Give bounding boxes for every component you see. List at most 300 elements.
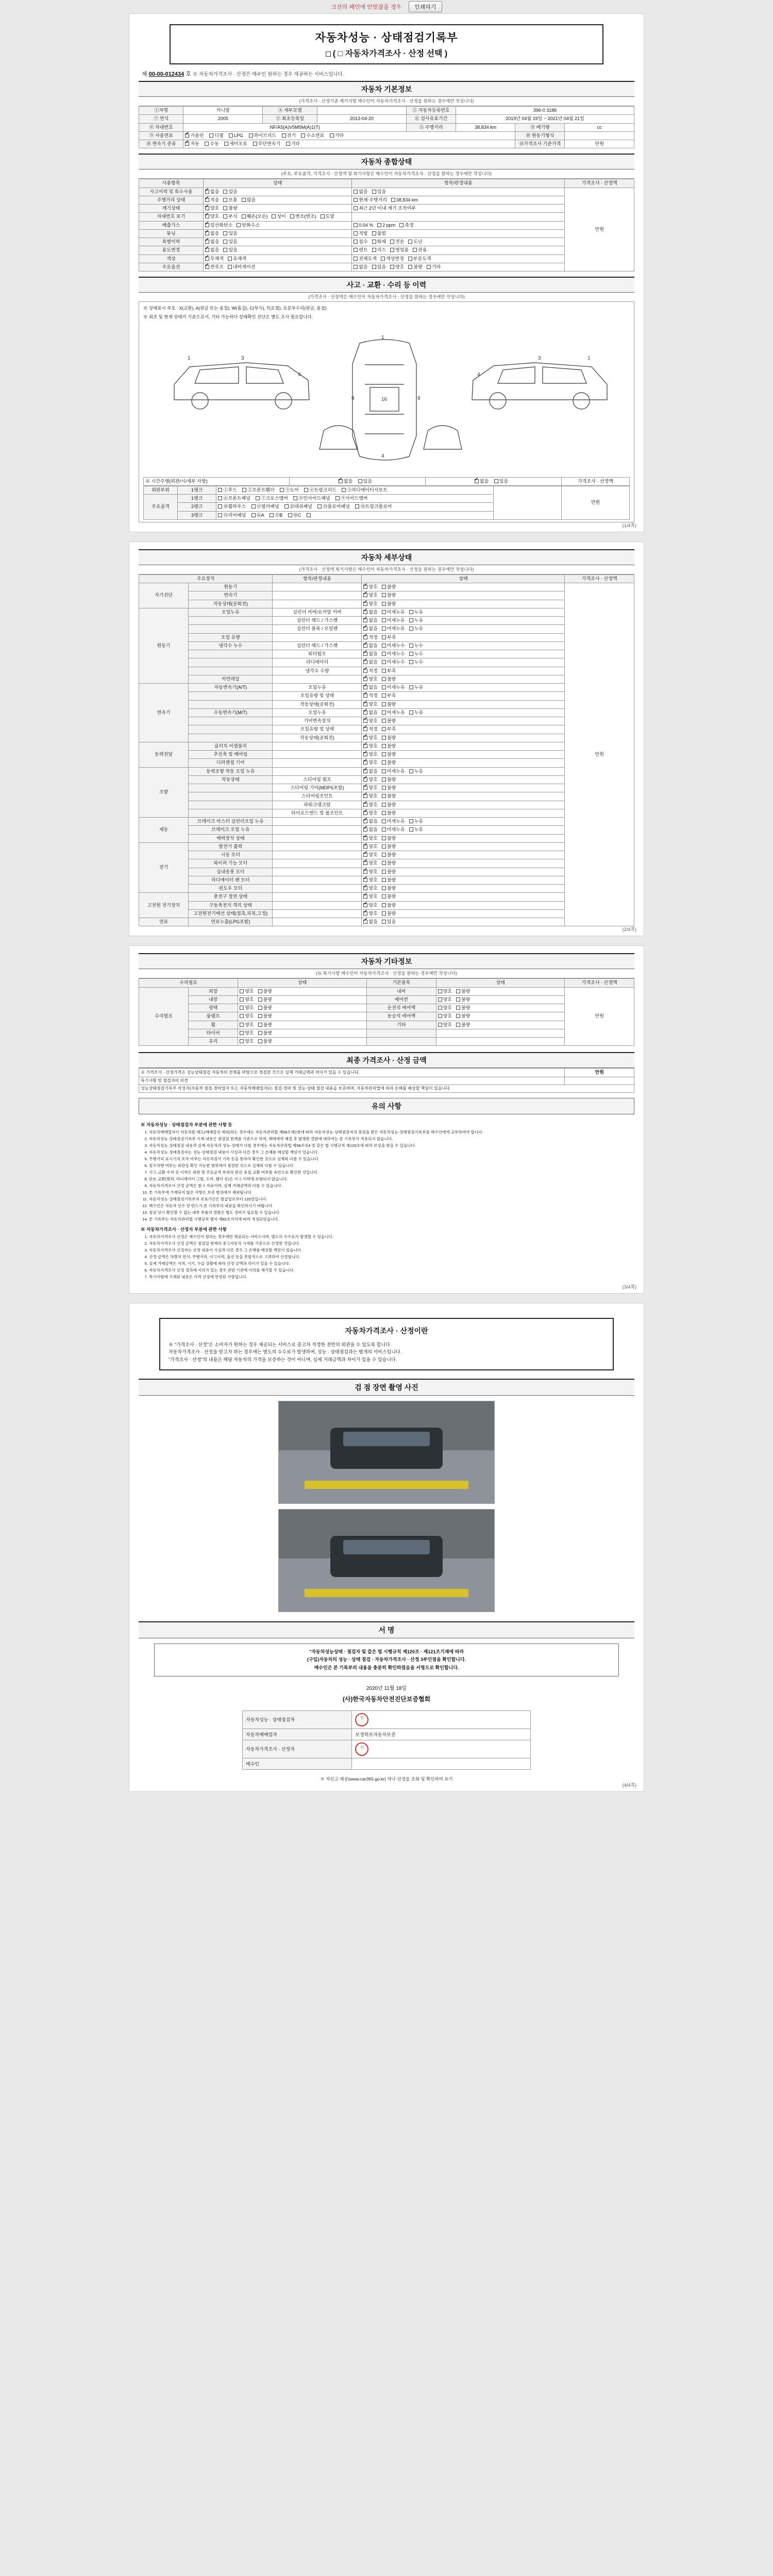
frame-part-7[interactable]: ⑬플로어패널	[317, 504, 349, 510]
detail-row	[139, 893, 634, 901]
overall-4-detail-opt-0[interactable]: 0.04 %	[354, 223, 373, 228]
overall-3-state-opt-4[interactable]: 변조(변조)	[290, 214, 316, 219]
signature-row-value[interactable]	[352, 1740, 531, 1758]
detail-6-2-opt-1[interactable]: 불량	[382, 860, 396, 866]
frame-part-3[interactable]: ⑨사이드멤버	[335, 496, 367, 501]
overall-9-state-opt-1[interactable]: 내비게이션	[228, 264, 255, 270]
overall-1-detail-opt-0[interactable]: 현재 주행거리	[354, 197, 387, 203]
detail-row	[139, 658, 634, 667]
etc-col-2: 기본품목	[367, 979, 436, 987]
detail-row	[139, 684, 634, 692]
detail-1-8-opt-1[interactable]: 불량	[382, 676, 396, 682]
overall-row	[139, 221, 634, 229]
detail-5-1-opt-1[interactable]: 미세누유	[382, 827, 405, 833]
etc-r-0-opt-1[interactable]: 불량	[456, 989, 470, 994]
accident-opt-exists[interactable]: 있음	[358, 479, 372, 484]
detail-4-1-opt-0[interactable]: ✔ 양호	[363, 777, 377, 783]
detail-6-4-opt-1[interactable]: 불량	[382, 877, 396, 883]
detail-2-0-opt-1[interactable]: 미세누유	[382, 685, 405, 690]
detail-8-0-opt-1[interactable]: 있음	[382, 919, 396, 925]
overall-6-detail-opt-3[interactable]: 도난	[408, 239, 422, 245]
detail-1-1-opt-0[interactable]: ✔ 없음	[363, 618, 377, 623]
detail-state-options	[362, 834, 565, 842]
etc-l-0-opt-0[interactable]: 양호	[240, 989, 254, 994]
detail-6-0-opt-0[interactable]: ✔ 양호	[363, 844, 377, 850]
detail-6-1-opt-1[interactable]: 불량	[382, 852, 396, 858]
overall-row-state	[203, 196, 351, 204]
detail-1-4-opt-0[interactable]: ✔ 없음	[363, 643, 377, 649]
detail-2-1-opt-1[interactable]: 부족	[382, 693, 396, 699]
overall-3-state-opt-0[interactable]: ✔ 양호	[205, 214, 219, 219]
detail-1-1-opt-1[interactable]: 미세누유	[382, 618, 405, 623]
ext-parts-list	[216, 486, 494, 494]
overall-row-detail	[352, 263, 565, 271]
frame-part-9[interactable]: ⑮리어패널	[218, 513, 246, 518]
overall-0-detail-opt-1[interactable]: 있음	[372, 189, 386, 195]
etc-right-options	[436, 987, 565, 995]
label-inspection: ⑥ 검사유효기간	[406, 115, 456, 123]
detail-7-1-opt-1[interactable]: 불량	[382, 903, 396, 908]
detail-2-2-opt-1[interactable]: 불량	[382, 702, 396, 707]
overall-4-detail-opt-1[interactable]: 2 ppm	[377, 223, 395, 228]
detail-subitem-label: 오일누유	[273, 708, 362, 717]
overall-9-state-opt-0[interactable]: ✔ 썬루프	[205, 264, 224, 270]
etc-r-3-opt-0[interactable]: 양호	[438, 1013, 452, 1019]
detail-4-3-opt-0[interactable]: ✔ 양호	[363, 793, 377, 799]
etc-l-0-opt-1[interactable]: 불량	[258, 989, 272, 994]
detail-4-4-opt-1[interactable]: 불량	[382, 802, 396, 808]
etc-l-2-opt-0[interactable]: 양호	[240, 1005, 254, 1011]
detail-2-1-opt-0[interactable]: ✔ 적정	[363, 693, 377, 699]
fuel-option-4[interactable]: 전기	[282, 133, 296, 139]
detail-subitem-label	[273, 826, 362, 834]
detail-1-5-opt-2[interactable]: 누수	[409, 651, 423, 657]
title-checkbox[interactable]	[326, 52, 331, 57]
detail-row	[139, 759, 634, 767]
price-info-head: 자동차가격조사 · 산정이란	[345, 1327, 428, 1335]
etc-l-5-opt-0[interactable]: 양호	[240, 1030, 254, 1036]
detail-state-options	[362, 617, 565, 625]
overall-7-detail-opt-3[interactable]: 관용	[413, 247, 427, 253]
detail-row	[139, 885, 634, 893]
final-price-note: ※ 가격조사 · 산정가격은 성능상태점검 자동차의 전체를 바탕으로 정검한 것으로 실제 거래금액과 차이가 있을 수 있습니다.	[139, 1069, 565, 1077]
detail-1-6-opt-1[interactable]: 미세누수	[382, 659, 405, 665]
overall-9-detail-opt-4[interactable]: 기타	[427, 264, 441, 270]
detail-6-3-opt-0[interactable]: ✔ 양호	[363, 869, 377, 875]
detail-4-0-opt-2[interactable]: 누유	[409, 769, 423, 774]
detail-7-2-opt-1[interactable]: 불량	[382, 911, 396, 917]
detail-subitem-label	[273, 742, 362, 750]
overall-9-detail-opt-1[interactable]: 있음	[372, 264, 386, 270]
overall-4-state-opt-0[interactable]: ✔ 일산화탄소	[205, 223, 232, 228]
detail-state-options	[362, 868, 565, 876]
uyu-item: 13. 점검 당시 확인할 수 없는 내부 부품의 결함은 별도 정비가 필요할 수 있습니다.	[149, 1210, 632, 1215]
detail-row	[139, 918, 634, 926]
detail-5-0-opt-1[interactable]: 미세누유	[382, 819, 405, 824]
detail-2-3-opt-0[interactable]: ✔ 없음	[363, 710, 377, 716]
overall-col-1: 상태	[203, 179, 351, 188]
detail-row	[139, 633, 634, 641]
overall-6-state-opt-0[interactable]: ✔ 없음	[205, 239, 219, 245]
overall-row-detail	[352, 213, 565, 221]
overall-5-state-opt-1[interactable]: 있음	[223, 231, 237, 236]
overall-9-detail-opt-3[interactable]: 불량	[408, 264, 422, 270]
detail-col-2: 상태	[362, 574, 565, 583]
detail-item-label: 배력장치 상태	[189, 834, 273, 842]
etc-l-4-opt-0[interactable]: 양호	[240, 1022, 254, 1028]
detail-1-3-opt-1[interactable]: 부족	[382, 635, 396, 640]
etc-r-4-opt-1[interactable]: 불량	[456, 1022, 470, 1028]
ext-part-3[interactable]: ④트렁크리드	[304, 487, 336, 493]
transmission-option-0[interactable]: ✔ 자동	[185, 141, 199, 147]
etc-right-label: 운전석 에어백	[367, 1004, 436, 1012]
etc-l-1-opt-0[interactable]: 양호	[240, 997, 254, 1003]
etc-r-3-opt-1[interactable]: 불량	[456, 1013, 470, 1019]
overall-1-state-opt-2[interactable]: 많음	[242, 197, 256, 203]
overall-9-detail-opt-2[interactable]: 양호	[390, 264, 404, 270]
frame-rank3: 3랭크	[178, 511, 216, 519]
detail-1-7-opt-0[interactable]: ✔ 적정	[363, 668, 377, 674]
detail-col-1: 항목/판정내용	[273, 574, 362, 583]
transmission-option-1[interactable]: 수동	[205, 141, 219, 147]
uyu-item: 9. 자동차가격조사·산정 금액은 참고 자료이며, 실제 거래금액과 다를 수 있습니다.	[149, 1183, 632, 1189]
overall-5-detail-opt-0[interactable]: 적법	[354, 231, 367, 236]
detail-row	[139, 818, 634, 826]
detail-item-label: 라디에이터 팬 모터	[189, 876, 273, 884]
detail-state-options	[362, 692, 565, 700]
detail-3-2-opt-1[interactable]: 불량	[382, 760, 396, 766]
detail-6-4-opt-0[interactable]: ✔ 양호	[363, 877, 377, 883]
signature-warn-1: (구입)자동차의 성능 · 상태 점검 · 자동차가격조사 · 산정 3부인점을 확인합니다.	[307, 1657, 466, 1663]
detail-4-3-opt-1[interactable]: 불량	[382, 793, 396, 799]
label-plate: ② 자동차등록번호	[406, 107, 456, 115]
overall-6-state-opt-1[interactable]: 있음	[223, 239, 237, 245]
detail-0-0-opt-1[interactable]: 불량	[382, 584, 396, 590]
overall-3-state-opt-3[interactable]: 상이	[272, 214, 285, 219]
detail-2-4-opt-1[interactable]: 불량	[382, 718, 396, 724]
etc-l-2-opt-1[interactable]: 불량	[258, 1005, 272, 1011]
detail-7-0-opt-1[interactable]: 불량	[382, 894, 396, 900]
detail-6-5-opt-1[interactable]: 불량	[382, 886, 396, 891]
detail-4-5-opt-1[interactable]: 불량	[382, 810, 396, 816]
overall-1-detail-opt-1[interactable]: 38,834 km	[391, 197, 418, 203]
detail-0-1-opt-1[interactable]: 불량	[382, 592, 396, 598]
doc-no-suffix: 호	[186, 71, 191, 77]
detail-4-5-opt-0[interactable]: ✔ 양호	[363, 810, 377, 816]
frame-part-13[interactable]	[307, 513, 312, 518]
accident-bottom-label: ※ 시간주행(외관/시/세부 사항)	[144, 477, 290, 485]
overall-row-label: 주요옵션	[139, 263, 204, 271]
etc-l-6-opt-1[interactable]: 불량	[258, 1039, 272, 1044]
detail-5-1-opt-0[interactable]: ✔ 없음	[363, 827, 377, 833]
detail-1-2-opt-0[interactable]: ✔ 없음	[363, 626, 377, 632]
etc-r-1-opt-1[interactable]: 불량	[456, 997, 470, 1003]
signature-row-value[interactable]	[352, 1710, 531, 1728]
detail-row	[139, 625, 634, 633]
ext-part-2[interactable]: ③도어	[280, 487, 298, 493]
detail-state-options	[362, 591, 565, 600]
detail-8-0-opt-0[interactable]: ✔ 없음	[363, 919, 377, 925]
detail-1-2-opt-1[interactable]: 미세누유	[382, 626, 405, 632]
detail-6-3-opt-1[interactable]: 불량	[382, 869, 396, 875]
detail-row	[139, 784, 634, 792]
overall-7-detail-opt-2[interactable]: 영업용	[390, 247, 409, 253]
detail-2-2-opt-0[interactable]: ✔ 양호	[363, 702, 377, 707]
overall-7-state-opt-0[interactable]: ✔ 없음	[205, 247, 219, 253]
detail-4-2-opt-1[interactable]: 불량	[382, 785, 396, 791]
etc-r-0-opt-0[interactable]: 양호	[438, 989, 452, 994]
fuel-option-3[interactable]: 하이브리드	[249, 133, 276, 139]
overall-5-detail-opt-1[interactable]: 불법	[372, 231, 386, 236]
detail-state-options	[362, 909, 565, 918]
detail-0-1-opt-0[interactable]: ✔ 양호	[363, 592, 377, 598]
overall-8-state-opt-1[interactable]: 유채색	[228, 256, 246, 262]
etc-l-6-opt-0[interactable]: 양호	[240, 1039, 254, 1044]
signature-row-value[interactable]	[352, 1758, 531, 1769]
detail-6-1-opt-0[interactable]: ✔ 양호	[363, 852, 377, 858]
detail-4-0-opt-0[interactable]: ✔ 없음	[363, 769, 377, 774]
uyu-item: 11. 자동차성능·상태점검기록부의 유효기간은 발급일로부터 120일입니다.	[149, 1196, 632, 1202]
detail-3-1-opt-0[interactable]: ✔ 양호	[363, 752, 377, 757]
overall-4-detail-opt-2[interactable]: 측정	[399, 223, 413, 228]
overall-6-detail-opt-2[interactable]: 전손	[390, 239, 404, 245]
overall-2-state-opt-1[interactable]: 불량	[223, 206, 237, 211]
overall-3-state-opt-5[interactable]: 도말	[321, 214, 334, 219]
detail-2-3-opt-1[interactable]: 미세누유	[382, 710, 405, 716]
overall-8-detail-opt-0[interactable]: 전체도색	[354, 256, 377, 262]
detail-2-6-opt-1[interactable]: 불량	[382, 735, 396, 741]
etc-l-3-opt-0[interactable]: 양호	[240, 1013, 254, 1019]
value-inspection: 2019년 04월 19일 ~ 2021년 04월 21일	[456, 115, 634, 123]
overall-0-state-opt-1[interactable]: 있음	[223, 189, 237, 195]
overall-row-label: 용도변경	[139, 246, 204, 255]
detail-6-5-opt-0[interactable]: ✔ 양호	[363, 886, 377, 891]
overall-2-state-opt-0[interactable]: ✔ 양호	[205, 206, 219, 211]
detail-2-4-opt-0[interactable]: ✔ 양호	[363, 718, 377, 724]
signature-row-value[interactable]: 보정하보자동차보증	[352, 1728, 531, 1740]
overall-row-state	[203, 263, 351, 271]
etc-l-1-opt-1[interactable]: 불량	[258, 997, 272, 1003]
transmission-option-2[interactable]: 세미오토	[224, 141, 247, 147]
detail-0-2-opt-0[interactable]: ✔ 양호	[363, 601, 377, 607]
detail-3-0-opt-0[interactable]: ✔ 양호	[363, 743, 377, 749]
etc-l-3-opt-1[interactable]: 불량	[258, 1013, 272, 1019]
detail-5-0-opt-2[interactable]: 누유	[409, 819, 423, 824]
overall-col-0: 사용항목	[139, 179, 204, 188]
detail-7-1-opt-0[interactable]: ✔ 양호	[363, 903, 377, 908]
detail-1-2-opt-2[interactable]: 누유	[409, 626, 423, 632]
detail-row	[139, 667, 634, 675]
page-4	[129, 1303, 644, 1791]
fuel-option-6[interactable]: 기타	[330, 133, 344, 139]
detail-state-options	[362, 767, 565, 775]
detail-state-options	[362, 751, 565, 759]
detail-1-5-opt-1[interactable]: 미세누수	[382, 651, 405, 657]
etc-left-label: 휠	[189, 1021, 238, 1029]
section-basic-sub: (가격조사 · 산정기준 제기사항 매수인이 자동차가격조사 · 산정을 원하는 경우에만 작성니다)	[139, 97, 634, 106]
overall-0-state-opt-0[interactable]: ✔ 없음	[205, 189, 219, 195]
detail-state-options	[362, 759, 565, 767]
etc-row	[139, 1004, 634, 1012]
detail-1-6-opt-0[interactable]: ✔ 없음	[363, 659, 377, 665]
overall-1-state-opt-1[interactable]: 보통	[223, 197, 237, 203]
detail-7-0-opt-0[interactable]: ✔ 양호	[363, 894, 377, 900]
detail-3-1-opt-1[interactable]: 불량	[382, 752, 396, 757]
overall-9-detail-opt-0[interactable]: 없음	[354, 264, 367, 270]
detail-7-2-opt-0[interactable]: ✔ 양호	[363, 911, 377, 917]
detail-0-2-opt-1[interactable]: 불량	[382, 601, 396, 607]
etc-right-options	[436, 1004, 565, 1012]
svg-text:4: 4	[381, 453, 384, 459]
fuel-option-0[interactable]: ✔ 가솔린	[185, 133, 204, 139]
detail-2-0-opt-0[interactable]: ✔ 없음	[363, 685, 377, 690]
fuel-option-5[interactable]: 수소연료	[301, 133, 324, 139]
detail-state-options	[362, 859, 565, 868]
transmission-option-4[interactable]: 기타	[286, 141, 300, 147]
detail-4-2-opt-0[interactable]: ✔ 양호	[363, 785, 377, 791]
detail-3-0-opt-1[interactable]: 불량	[382, 743, 396, 749]
detail-1-5-opt-0[interactable]: ✔ 없음	[363, 651, 377, 657]
detail-1-4-opt-1[interactable]: 미세누수	[382, 643, 405, 649]
detail-item-label	[189, 625, 273, 633]
detail-2-0-opt-2[interactable]: 누유	[409, 685, 423, 690]
detail-1-4-opt-2[interactable]: 누수	[409, 643, 423, 649]
detail-group-label: 동력전달	[139, 742, 189, 767]
detail-1-6-opt-2[interactable]: 누수	[409, 659, 423, 665]
ext-part-1[interactable]: ②프론트휀더	[242, 487, 274, 493]
overall-6-detail-opt-1[interactable]: 화재	[372, 239, 386, 245]
accident-opt2-exists[interactable]: 있음	[494, 479, 508, 484]
etc-right-label	[367, 1038, 436, 1046]
car-diagram	[143, 323, 630, 477]
detail-4-1-opt-1[interactable]: 불량	[382, 777, 396, 783]
overall-6-detail-opt-0[interactable]: 침수	[354, 239, 367, 245]
accident-bottom-opts-right	[425, 477, 561, 485]
overall-8-state-opt-0[interactable]: ✔ 무채색	[205, 256, 224, 262]
etc-col-3: 상태	[436, 979, 565, 987]
page-2-number: (2/4쪽)	[622, 927, 636, 933]
svg-text:3: 3	[538, 355, 541, 361]
detail-5-0-opt-0[interactable]: ✔ 없음	[363, 819, 377, 824]
detail-state-options	[362, 717, 565, 725]
overall-4-state-opt-1[interactable]: 탄화수소	[237, 223, 260, 228]
etc-l-5-opt-1[interactable]: 불량	[258, 1030, 272, 1036]
detail-item-label	[189, 650, 273, 658]
detail-subitem-label	[273, 842, 362, 851]
accident-opt2-none[interactable]: ✔ 없음	[475, 479, 489, 484]
detail-3-2-opt-0[interactable]: ✔ 양호	[363, 760, 377, 766]
frame-part-6[interactable]: ⑫대쉬패널	[284, 504, 312, 510]
overall-8-detail-opt-2[interactable]: 부분도색	[408, 256, 431, 262]
frame-part-8[interactable]: ⑭트렁크플로어	[355, 504, 392, 510]
overall-5-state-opt-0[interactable]: ✔ 없음	[205, 231, 219, 236]
frame-part-5[interactable]: ⑪필러패널	[251, 504, 279, 510]
etc-r-2-opt-1[interactable]: 불량	[456, 1005, 470, 1011]
detail-item-label: 브레이크 오일 누유	[189, 826, 273, 834]
detail-row	[139, 775, 634, 784]
uyu-item: 7. 특기사항에 기재된 내용은 가격 산정에 반영된 사항입니다.	[149, 1274, 632, 1280]
detail-row	[139, 675, 634, 683]
accident-opt-none[interactable]: ✔ 없음	[339, 479, 352, 484]
etc-r-2-opt-0[interactable]: 양호	[438, 1005, 452, 1011]
accident-price-value	[493, 486, 561, 519]
detail-5-2-opt-1[interactable]: 불량	[382, 836, 396, 841]
detail-subitem-label: 기어변속장치	[273, 717, 362, 725]
frame-part-11[interactable]: ⑰B	[270, 513, 282, 518]
print-button[interactable]: 인쇄하기	[409, 1, 442, 12]
overall-1-state-opt-0[interactable]: ✔ 적음	[205, 197, 219, 203]
overall-3-state-opt-2[interactable]: 훼손(오손)	[242, 214, 268, 219]
etc-r-4-opt-0[interactable]: 양호	[438, 1022, 452, 1028]
overall-row	[139, 205, 634, 213]
detail-0-0-opt-0[interactable]: ✔ 양호	[363, 584, 377, 590]
overall-2-detail-opt-0[interactable]: 최근 2년 이내 계기 조작여부	[354, 206, 416, 211]
detail-5-1-opt-2[interactable]: 누유	[409, 827, 423, 833]
transmission-option-3[interactable]: 무단변속기	[253, 141, 280, 147]
frame-part-4[interactable]: ⑩휠하우스	[218, 504, 246, 510]
detail-1-7-opt-1[interactable]: 부족	[382, 668, 396, 674]
etc-right-label: 동승석 에어백	[367, 1012, 436, 1021]
frame-part-12[interactable]: ⑱C	[288, 513, 301, 518]
detail-6-0-opt-1[interactable]: 불량	[382, 844, 396, 850]
overall-row-state	[203, 205, 351, 213]
etc-row	[139, 995, 634, 1004]
ext-part-0[interactable]: ①후드	[218, 487, 237, 493]
detail-2-3-opt-2[interactable]: 누유	[409, 710, 423, 716]
ext-part-4[interactable]: ⑤라디에이터서포트	[342, 487, 388, 493]
overall-row-detail	[352, 255, 565, 263]
fuel-option-2[interactable]: LPG	[229, 133, 243, 139]
detail-state-options	[362, 893, 565, 901]
detail-subitem-label: 작동상태(공회전)	[273, 700, 362, 708]
overall-col-3: 가격조사 · 산정액	[565, 179, 634, 188]
detail-1-0-opt-0[interactable]: ✔ 없음	[363, 609, 377, 615]
signature-date: 2020년 11월 18일	[366, 1685, 407, 1691]
frame-part-10[interactable]: ⑯A	[251, 513, 264, 518]
etc-l-4-opt-1[interactable]: 불량	[258, 1022, 272, 1028]
label-car-name: ①차명	[139, 107, 183, 115]
detail-item-label: 윈도우 모터	[189, 885, 273, 893]
detail-2-5-opt-0[interactable]: ✔ 적정	[363, 726, 377, 732]
detail-6-2-opt-0[interactable]: ✔ 양호	[363, 860, 377, 866]
detail-1-3-opt-0[interactable]: ✔ 적정	[363, 635, 377, 640]
detail-subitem-label: 스티어링조인트	[273, 792, 362, 801]
overall-7-detail-opt-0[interactable]: 렌트	[354, 247, 367, 253]
detail-1-0-opt-1[interactable]: 미세누유	[382, 609, 405, 615]
detail-5-2-opt-0[interactable]: ✔ 양호	[363, 836, 377, 841]
frame-part-0[interactable]: ⑥프론트패널	[218, 496, 250, 501]
frame-part-1[interactable]: ⑦크로스멤버	[256, 496, 288, 501]
detail-2-5-opt-1[interactable]: 부족	[382, 726, 396, 732]
overall-7-state-opt-1[interactable]: 있음	[223, 247, 237, 253]
detail-4-0-opt-1[interactable]: 미세누유	[382, 769, 405, 774]
detail-item-label: 변속기	[189, 591, 273, 600]
detail-2-6-opt-0[interactable]: ✔ 양호	[363, 735, 377, 741]
etc-r-1-opt-0[interactable]: 양호	[438, 997, 452, 1003]
overall-0-detail-opt-0[interactable]: 없음	[354, 189, 367, 195]
detail-group-label: 제동	[139, 818, 189, 843]
etc-price-cell: 만원	[565, 987, 634, 1046]
fuel-option-1[interactable]: 디젤	[209, 133, 223, 139]
detail-1-0-opt-2[interactable]: 누유	[409, 609, 423, 615]
overall-8-detail-opt-1[interactable]: 색상변경	[381, 256, 404, 262]
detail-1-8-opt-0[interactable]: ✔ 양호	[363, 676, 377, 682]
detail-4-4-opt-0[interactable]: ✔ 양호	[363, 802, 377, 808]
overall-7-detail-opt-1[interactable]: 리스	[372, 247, 386, 253]
detail-1-1-opt-2[interactable]: 누유	[409, 618, 423, 623]
frame-part-2[interactable]: ⑧인사이드패널	[293, 496, 330, 501]
overall-3-state-opt-1[interactable]: 부식	[223, 214, 237, 219]
